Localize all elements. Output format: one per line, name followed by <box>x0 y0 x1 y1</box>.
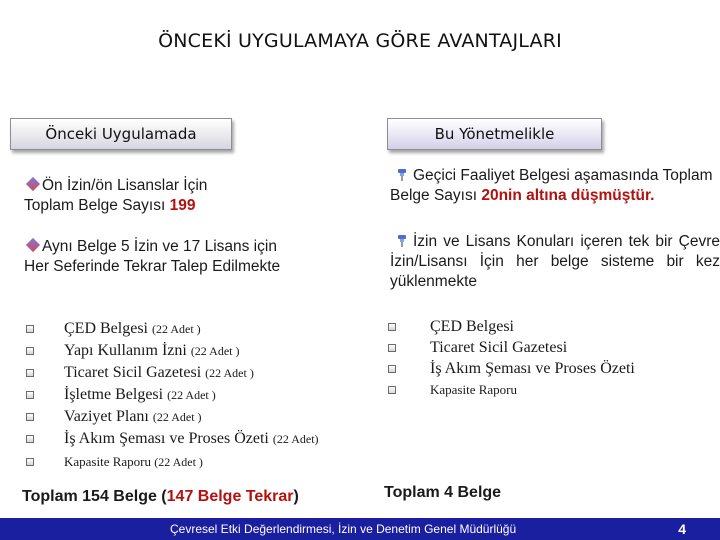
document-name: Kapasite Raporu <box>64 454 152 469</box>
document-count: (22 Adet ) <box>190 344 240 358</box>
tab-new-regulation-label: Bu Yönetmelikle <box>434 125 555 143</box>
left-total <box>22 488 299 506</box>
document-name: ÇED Belgesi <box>430 318 514 335</box>
list-item <box>26 384 319 406</box>
pushpin-bullet-icon <box>396 234 408 247</box>
document-name: ÇED Belgesi <box>64 320 148 337</box>
square-bullet-icon <box>388 344 396 352</box>
document-count: (22 Adet ) <box>167 388 216 402</box>
list-item <box>26 340 319 362</box>
document-name: İş Akım Şeması ve Proses Özeti <box>64 430 269 447</box>
square-bullet-icon <box>26 369 34 377</box>
left-point-1 <box>24 176 324 216</box>
document-count: (22 Adet ) <box>152 410 202 424</box>
right-point-1-text: Geçici Faaliyet Belgesi aşamasında Toplam Belge Sayısı <box>390 167 713 204</box>
page-number: 4 <box>678 521 686 537</box>
right-point-2 <box>390 232 720 292</box>
square-bullet-icon <box>26 458 34 466</box>
square-bullet-icon <box>26 347 34 355</box>
square-bullet-icon <box>26 413 34 421</box>
left-point-2-line-2: Her Seferinde Tekrar Talep Edilmekte <box>24 258 281 275</box>
footer-organization: Çevresel Etki Değerlendirmesi, İzin ve Denetim Genel Müdürlüğü <box>170 522 517 536</box>
document-name: İş Akım Şeması ve Proses Özeti <box>430 360 635 377</box>
tab-previous-practice <box>10 118 232 150</box>
square-bullet-icon <box>26 391 34 399</box>
list-item <box>388 316 635 337</box>
list-item <box>26 450 319 474</box>
right-document-list <box>388 316 635 400</box>
square-bullet-icon <box>388 323 396 331</box>
diamond-bullet-icon <box>26 238 40 252</box>
document-name: Ticaret Sicil Gazetesi <box>64 364 202 381</box>
right-point-2-text: İzin ve Lisans Konuları içeren tek bir Çevre İzin/Lisansı İçin her belge sisteme bir kez yüklenmekte <box>390 233 720 290</box>
right-total: Toplam 4 Belge <box>384 484 502 501</box>
document-count: (22 Adet ) <box>154 455 203 469</box>
list-item <box>26 428 319 450</box>
slide-title: ÖNCEKİ UYGULAMAYA GÖRE AVANTAJLARI <box>158 30 562 52</box>
right-point-1 <box>390 166 720 206</box>
list-item <box>26 362 319 384</box>
pushpin-bullet-icon <box>396 168 408 181</box>
square-bullet-icon <box>26 325 34 333</box>
tab-new-regulation <box>387 118 602 150</box>
square-bullet-icon <box>388 386 396 394</box>
list-item <box>388 379 635 400</box>
left-total-highlight: 147 Belge Tekrar <box>166 488 294 505</box>
document-name: Kapasite Raporu <box>430 382 518 397</box>
list-item <box>26 406 319 428</box>
document-name: İşletme Belgesi <box>64 386 164 403</box>
left-total-count: 199 <box>169 197 196 214</box>
document-name: Ticaret Sicil Gazetesi <box>430 339 568 356</box>
document-name: Vaziyet Planı <box>64 408 149 425</box>
tab-previous-practice-label: Önceki Uygulamada <box>45 125 197 143</box>
square-bullet-icon <box>26 435 34 443</box>
document-count: (22 Adet ) <box>152 322 201 336</box>
right-point-1-highlight: 20nin altına düşmüştür. <box>481 187 655 204</box>
list-item <box>26 318 319 340</box>
left-total-prefix: Toplam 154 Belge ( <box>22 488 167 505</box>
diamond-bullet-icon <box>26 177 40 191</box>
document-name: Yapı Kullanım İzni <box>64 342 187 359</box>
document-count: (22 Adet ) <box>205 366 254 380</box>
left-point-2-line-1: Aynı Belge 5 İzin ve 17 Lisans için <box>42 238 277 255</box>
list-item <box>388 358 635 379</box>
list-item <box>388 337 635 358</box>
left-document-list <box>26 318 319 474</box>
left-point-1-line-2: Toplam Belge Sayısı <box>24 197 166 214</box>
left-total-suffix: ) <box>293 488 299 505</box>
document-count: (22 Adet) <box>272 432 319 446</box>
left-point-1-line-1: Ön İzin/ön Lisanslar İçin <box>42 177 208 194</box>
left-point-2 <box>24 237 344 277</box>
square-bullet-icon <box>388 365 396 373</box>
footer-bar <box>0 518 720 540</box>
